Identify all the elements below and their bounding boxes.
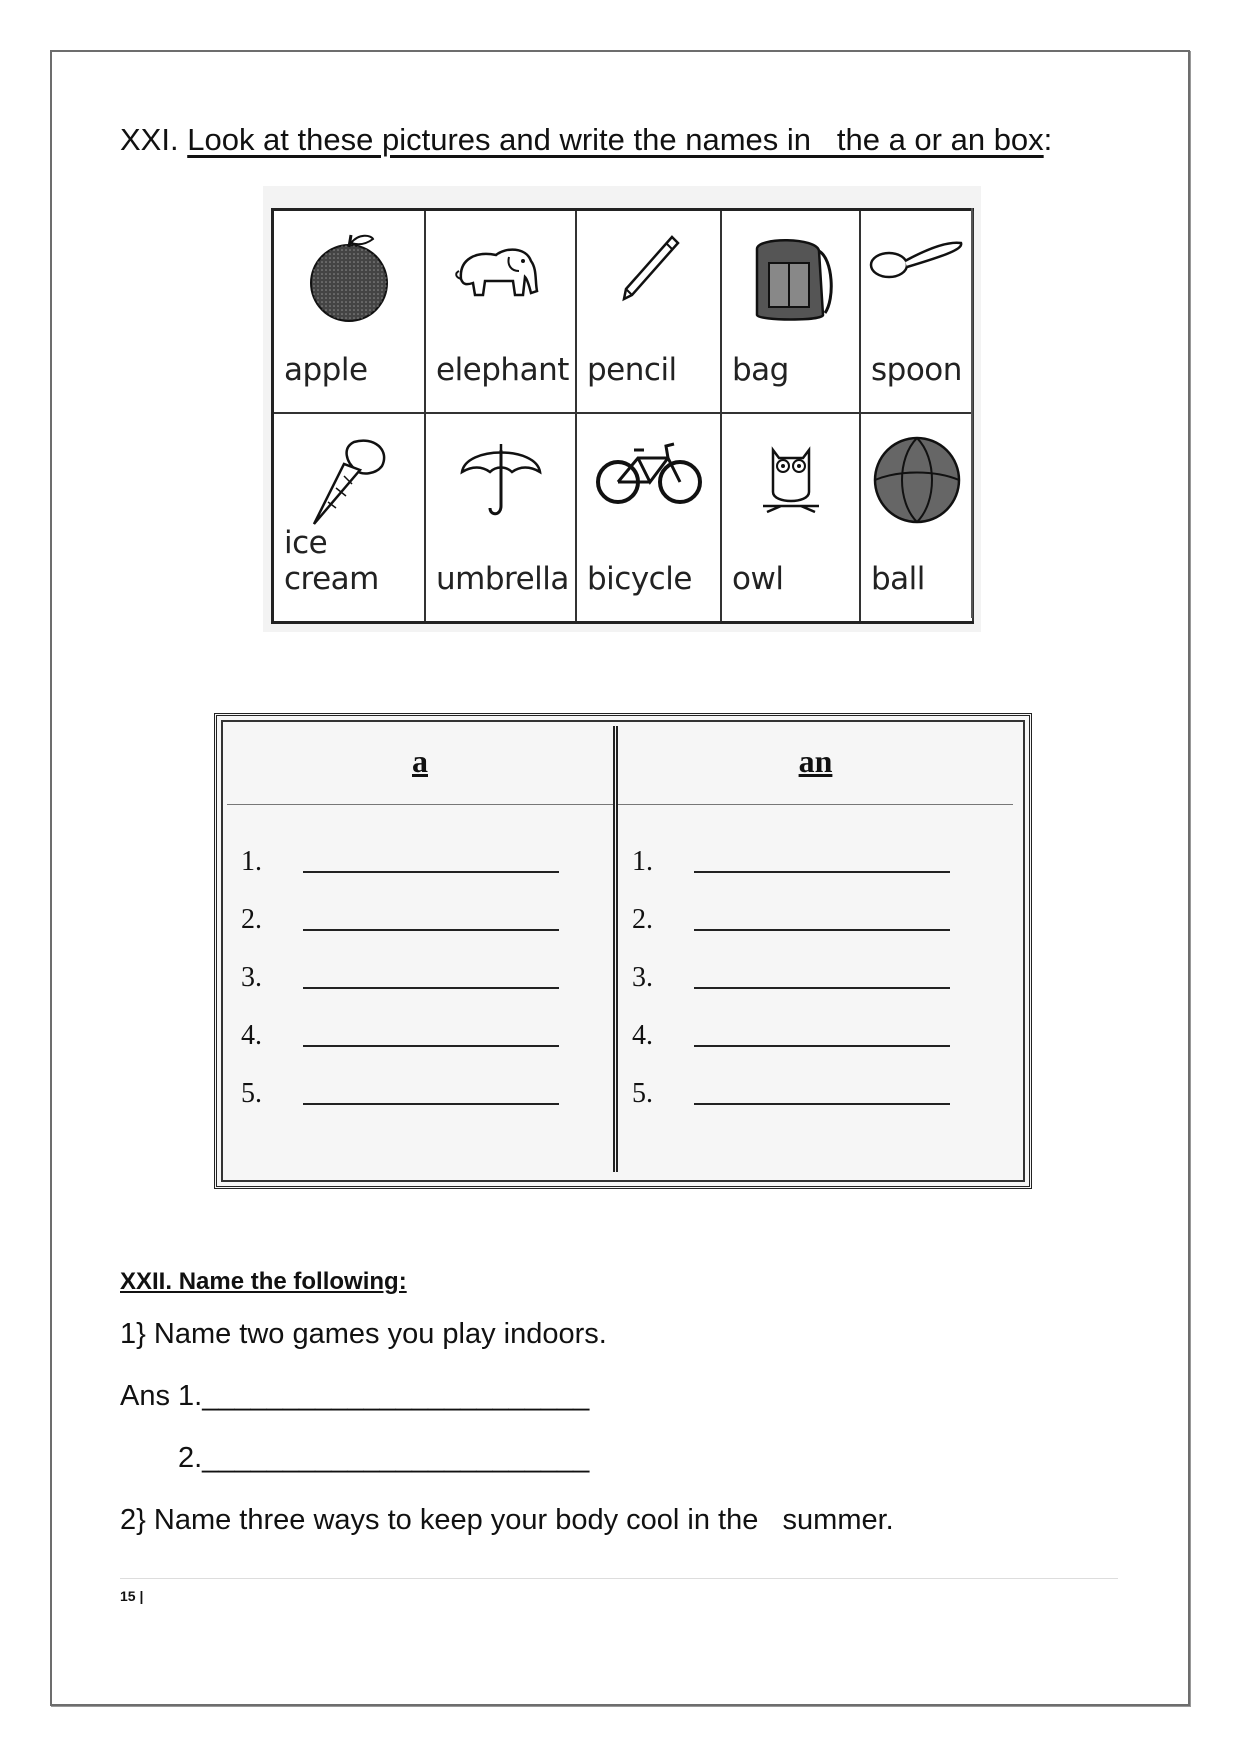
a-answer-line[interactable]: [241, 1007, 613, 1065]
ice-cream-icon: [304, 432, 394, 532]
answer-line-1[interactable]: Ans 1.________________________: [120, 1380, 590, 1412]
answer-blank[interactable]: [694, 909, 950, 931]
line-number: 5.: [241, 1078, 262, 1109]
a-column: [227, 726, 618, 1172]
line-number: 1.: [241, 846, 262, 877]
answer-blank[interactable]: [303, 909, 559, 931]
answer-blank[interactable]: [303, 1025, 559, 1047]
answer-blank[interactable]: [303, 1083, 559, 1105]
answer-blank[interactable]: [303, 967, 559, 989]
ball-icon: [869, 432, 965, 528]
article-answer-box: [214, 713, 1032, 1189]
an-answer-line[interactable]: [632, 833, 1013, 891]
picture-cell-ball: [861, 414, 974, 621]
answer-blank[interactable]: [694, 851, 950, 873]
a-answer-line[interactable]: [241, 891, 613, 949]
word-ice-cream: ice cream: [284, 525, 379, 597]
word-owl: owl: [732, 561, 784, 597]
word-umbrella: umbrella: [436, 561, 569, 597]
bag-icon: [743, 229, 839, 329]
a-answer-line[interactable]: [241, 949, 613, 1007]
bicycle-icon: [594, 432, 704, 512]
line-number: 3.: [241, 962, 262, 993]
an-answer-line[interactable]: [632, 1065, 1013, 1123]
spoon-icon: [867, 229, 967, 289]
a-answer-line[interactable]: [241, 833, 613, 891]
picture-cell-bicycle: [577, 414, 722, 621]
line-number: 4.: [632, 1020, 653, 1051]
picture-cell-pencil: [577, 211, 722, 414]
line-number: 1.: [632, 846, 653, 877]
umbrella-icon: [456, 432, 546, 522]
an-answer-line[interactable]: [632, 949, 1013, 1007]
picture-cell-elephant: [426, 211, 577, 414]
page-number: 15 |: [120, 1588, 144, 1604]
footer-rule: [120, 1578, 1118, 1579]
an-column-header: an: [618, 726, 1013, 805]
a-column-header: a: [227, 726, 613, 805]
an-answer-line[interactable]: [632, 1007, 1013, 1065]
question-21-title: [120, 122, 1052, 158]
picture-cell-owl: [722, 414, 861, 621]
word-apple: apple: [284, 352, 368, 388]
question-22-heading: XXII. Name the following:: [120, 1268, 407, 1295]
owl-icon: [751, 432, 831, 522]
answer-blank[interactable]: [694, 967, 950, 989]
picture-cell-umbrella: [426, 414, 577, 621]
answer-blank[interactable]: [303, 851, 559, 873]
question-22-2: 2} Name three ways to keep your body cool in the summer.: [120, 1504, 894, 1536]
question-21-number: XXI.: [120, 122, 179, 157]
question-21-colon: :: [1043, 122, 1053, 157]
question-22-1: 1} Name two games you play indoors.: [120, 1318, 607, 1350]
answer-blank[interactable]: [694, 1083, 950, 1105]
word-elephant: elephant: [436, 352, 569, 388]
apple-icon: [301, 229, 397, 325]
elephant-icon: [451, 229, 551, 309]
answer-blank[interactable]: [694, 1025, 950, 1047]
answer-line-2[interactable]: 2.________________________: [178, 1442, 590, 1474]
picture-cell-apple: [274, 211, 426, 414]
an-column: [618, 726, 1013, 1172]
line-number: 4.: [241, 1020, 262, 1051]
word-ball: ball: [871, 561, 925, 597]
word-bicycle: bicycle: [587, 561, 692, 597]
question-21-instruction: Look at these pictures and write the names in the a or an box: [187, 122, 1044, 157]
picture-cell-bag: [722, 211, 861, 414]
line-number: 3.: [632, 962, 653, 993]
word-bag: bag: [732, 352, 789, 388]
word-spoon: spoon: [871, 352, 962, 388]
word-pencil: pencil: [587, 352, 677, 388]
a-answer-line[interactable]: [241, 1065, 613, 1123]
picture-cell-ice-cream: [274, 414, 426, 621]
picture-cell-spoon: [861, 211, 974, 414]
line-number: 2.: [241, 904, 262, 935]
picture-grid: [263, 186, 981, 632]
line-number: 2.: [632, 904, 653, 935]
an-answer-line[interactable]: [632, 891, 1013, 949]
pencil-icon: [614, 229, 684, 309]
line-number: 5.: [632, 1078, 653, 1109]
